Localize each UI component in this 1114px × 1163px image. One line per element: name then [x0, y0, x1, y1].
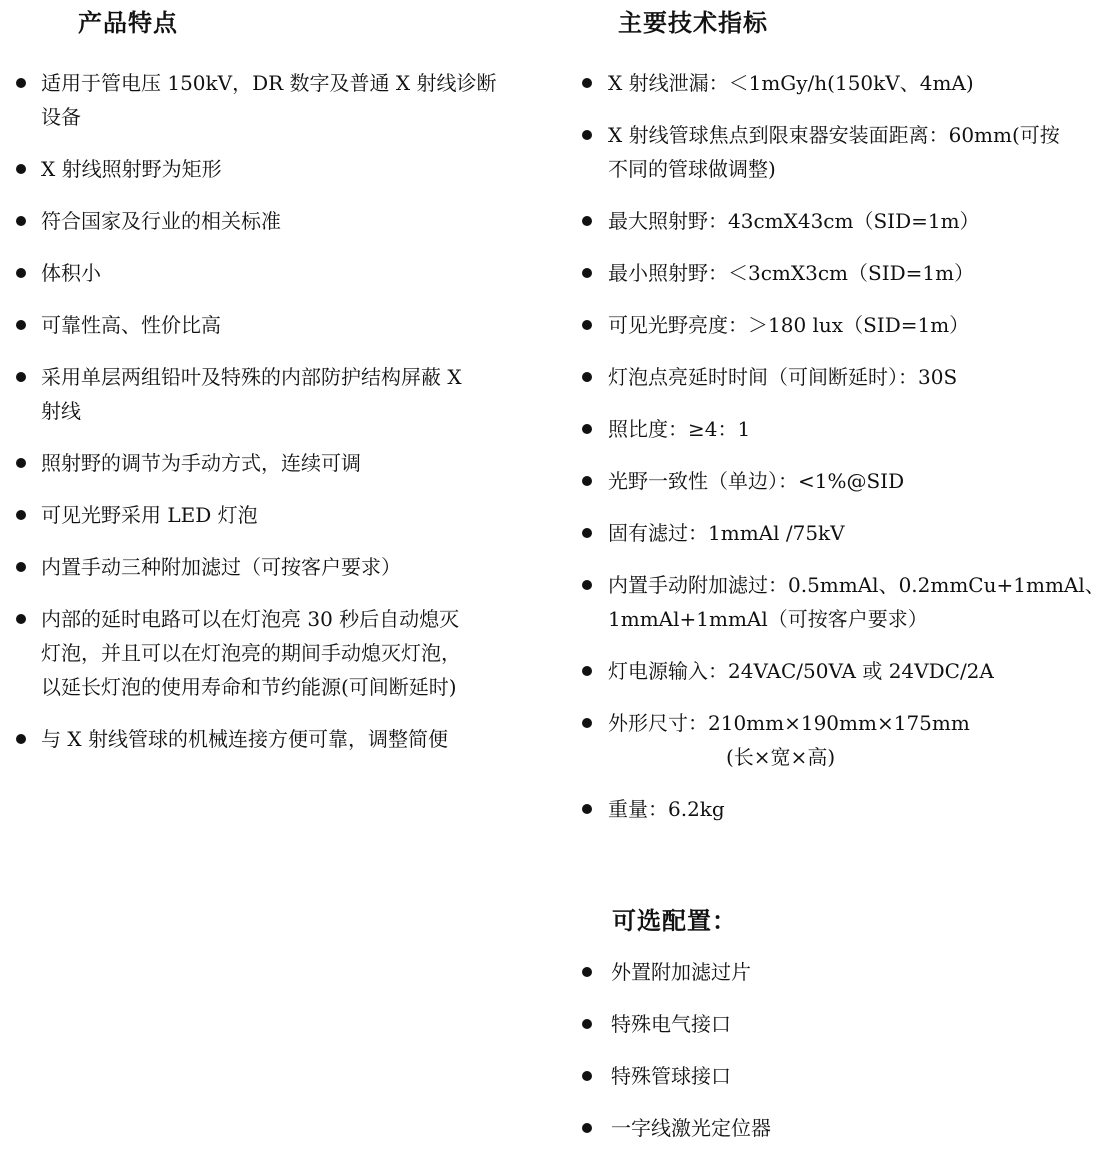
specs-list-item — [580, 568, 1105, 636]
options-list — [580, 955, 1100, 1163]
feature-text: X 射线照射野为矩形 — [41, 157, 222, 181]
bullet-icon — [582, 1071, 592, 1081]
specs-list-item — [580, 360, 1105, 394]
bullet-icon — [582, 1019, 592, 1029]
bullet-icon — [16, 734, 26, 744]
bullet-icon — [16, 320, 26, 330]
bullet-icon — [582, 216, 592, 226]
features-heading: 产品特点 — [78, 8, 178, 37]
bullet-icon — [582, 130, 592, 140]
features-list-item — [14, 360, 534, 428]
features-list-item — [14, 602, 534, 704]
bullet-icon — [582, 476, 592, 486]
bullet-icon — [16, 78, 26, 88]
dimensions-note-line — [580, 740, 1105, 774]
bullet-icon — [582, 268, 592, 278]
specs-list-item — [580, 204, 1105, 238]
spec-text: X 射线泄漏：＜1mGy/h(150kV、4mA) — [608, 71, 974, 95]
feature-text: 内部的延时电路可以在灯泡亮 30 秒后自动熄灭 灯泡，并且可以在灯泡亮的期间手动熄灭灯泡， 以延长灯泡的使用寿命和节约能源(可间断延时) — [41, 607, 461, 699]
bullet-icon — [16, 614, 26, 624]
bullet-icon — [582, 718, 592, 728]
specs-list — [580, 66, 1105, 844]
specs-list-item — [580, 792, 1105, 826]
option-text: 特殊管球接口 — [611, 1064, 731, 1088]
options-list-item — [580, 955, 1100, 989]
bullet-icon — [582, 666, 592, 676]
spec-text: 内置手动附加滤过：0.5mmAl、0.2mmCu+1mmAl、 1mmAl+1mmAl（可按客户要求） — [608, 573, 1105, 631]
spec-text: 可见光野亮度：＞180 lux（SID=1m） — [608, 313, 970, 337]
bullet-icon — [582, 320, 592, 330]
options-list-item — [580, 1111, 1100, 1145]
features-list — [14, 66, 534, 774]
feature-text: 适用于管电压 150kV，DR 数字及普通 X 射线诊断 设备 — [41, 71, 497, 129]
specs-list-item — [580, 308, 1105, 342]
specs-list-item — [580, 66, 1105, 100]
bullet-icon — [16, 510, 26, 520]
specs-list-item — [580, 464, 1105, 498]
specs-list-item — [580, 654, 1105, 688]
dimensions-note: (长×宽×高) — [726, 745, 836, 769]
bullet-icon — [582, 804, 592, 814]
spec-text: 外形尺寸：210mm×190mm×175mm — [608, 711, 970, 735]
spec-text: 最小照射野：＜3cmX3cm（SID=1m） — [608, 261, 975, 285]
bullet-icon — [16, 562, 26, 572]
spec-text: 照比度：≥4：1 — [608, 417, 751, 441]
bullet-icon — [582, 1123, 592, 1133]
features-list-item — [14, 722, 534, 756]
feature-text: 与 X 射线管球的机械连接方便可靠，调整简便 — [41, 727, 448, 751]
bullet-icon — [582, 967, 592, 977]
spec-text: 灯电源输入：24VAC/50VA 或 24VDC/2A — [608, 659, 994, 683]
option-text: 外置附加滤过片 — [611, 960, 751, 984]
bullet-icon — [16, 372, 26, 382]
option-text: 特殊电气接口 — [611, 1012, 731, 1036]
features-list-item — [14, 66, 534, 134]
bullet-icon — [16, 216, 26, 226]
spec-text: 最大照射野：43cmX43cm（SID=1m） — [608, 209, 980, 233]
specs-list-item — [580, 118, 1105, 186]
spec-text: X 射线管球焦点到限束器安装面距离：60mm(可按 不同的管球做调整) — [608, 123, 1060, 181]
features-list-item — [14, 498, 534, 532]
spec-text: 灯泡点亮延时时间（可间断延时）：30S — [608, 365, 958, 389]
feature-text: 可靠性高、性价比高 — [41, 313, 221, 337]
specs-list-item — [580, 516, 1105, 550]
features-list-item — [14, 550, 534, 584]
options-list-item — [580, 1007, 1100, 1041]
features-list-item — [14, 446, 534, 480]
feature-text: 可见光野采用 LED 灯泡 — [41, 503, 258, 527]
spec-text: 固有滤过：1mmAl /75kV — [608, 521, 845, 545]
feature-text: 照射野的调节为手动方式，连续可调 — [41, 451, 361, 475]
features-list-item — [14, 308, 534, 342]
features-list-item — [14, 256, 534, 290]
bullet-icon — [582, 78, 592, 88]
bullet-icon — [582, 580, 592, 590]
bullet-icon — [582, 424, 592, 434]
features-list-item — [14, 204, 534, 238]
features-list-item — [14, 152, 534, 186]
spec-text: 光野一致性（单边）：<1%@SID — [608, 469, 905, 493]
feature-text: 符合国家及行业的相关标准 — [41, 209, 281, 233]
options-list-item — [580, 1059, 1100, 1093]
specs-list-item — [580, 706, 1105, 740]
options-heading: 可选配置： — [612, 906, 737, 935]
feature-text: 采用单层两组铅叶及特殊的内部防护结构屏蔽 X 射线 — [41, 365, 462, 423]
option-text: 一字线激光定位器 — [611, 1116, 771, 1140]
bullet-icon — [16, 458, 26, 468]
specs-list-item — [580, 412, 1105, 446]
bullet-icon — [16, 164, 26, 174]
bullet-icon — [582, 372, 592, 382]
bullet-icon — [582, 528, 592, 538]
feature-text: 内置手动三种附加滤过（可按客户要求） — [41, 555, 401, 579]
specs-heading: 主要技术指标 — [618, 8, 768, 37]
weight-text: 重量：6.2kg — [608, 797, 725, 821]
specs-list-item — [580, 256, 1105, 290]
feature-text: 体积小 — [41, 261, 101, 285]
bullet-icon — [16, 268, 26, 278]
